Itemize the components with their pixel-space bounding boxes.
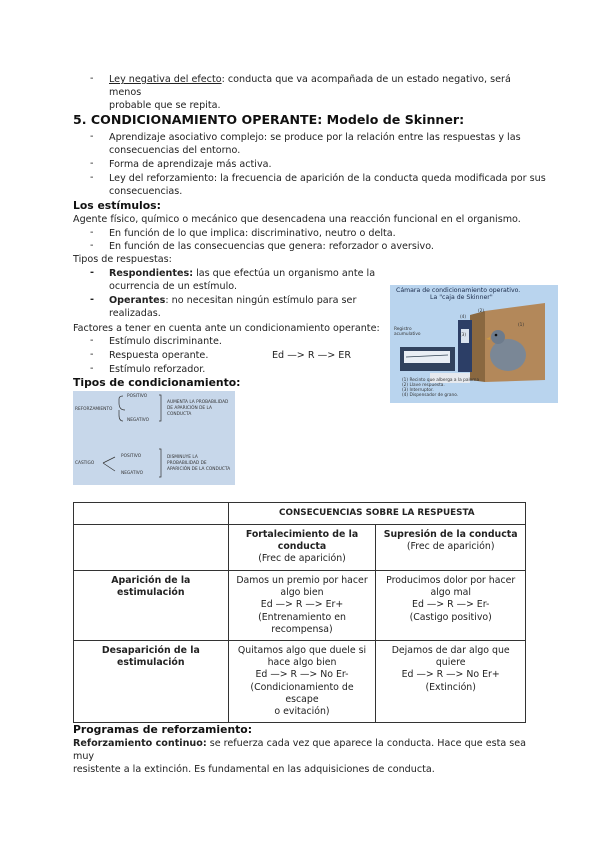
diagram-negativo-1: NEGATIVO [127,418,150,423]
cell-line: Quitamos algo que duele si [237,645,367,657]
factores-bullet-3: Estímulo reforzador. [109,364,206,375]
operantes-term: Operantes [109,295,166,306]
diagram-positivo-2: POSITIVO [121,454,142,459]
respuestas-bullet-1 [109,267,379,293]
table-empty-cell [74,525,229,571]
skinner-legend-1: (1) Recinto que alberga a la paloma [402,378,480,383]
cell-line: Ed —> R —> Er+ [260,599,344,611]
cell-aparicion-supresion [376,571,526,641]
cell-line: Ed —> R —> No Er+ [401,669,500,681]
cell-line: Ed —> R —> No Er- [255,669,349,681]
col-header-supresion [376,525,526,571]
estimulos-definition: Agente físico, químico o mecánico que desencadena una reacción funcional en el organismo. [73,214,521,225]
cell-line: Dejamos de dar algo que [391,645,510,657]
cell-line: (Castigo positivo) [409,611,492,623]
bullet-dash: - [90,363,94,374]
skinner-legend-3: (3) Interruptor. [402,388,434,393]
diagram-disminuye-1: DISMINUYE LA [167,455,198,460]
label-n3: (3) [460,333,467,338]
bullet-dash: - [90,73,94,84]
tipos-diagram [73,391,235,485]
cell-line: o evitación) [274,706,330,718]
bullet-text: Ley del reforzamiento: la frecuencia de aparición de la conducta queda modificada por sus [109,173,546,184]
skinner-title-1: Cámara de condicionamiento operativo. [396,287,521,294]
cell-line: (Extinción) [425,681,476,693]
registro-label-1: Registro [394,327,412,332]
bullet-dash: - [90,335,94,346]
section5-bullet-3 [109,172,549,198]
factores-bullet-2: Respuesta operante. [109,350,209,361]
diagram-negativo-2: NEGATIVO [121,471,144,476]
estimulos-bullet-2: En función de las consecuencias que genera: reforzador o aversivo. [109,241,434,252]
diagram-aumenta-1: AUMENTA LA PROBABILIDAD [167,400,229,405]
skinner-legend-2: (2) Llave respuesta. [402,383,445,388]
bullet-dash: - [90,158,94,169]
factores-title: Factores a tener en cuenta ante un condicionamiento operante: [73,323,380,334]
cell-line: recompensa) [271,623,333,635]
row-label-desaparicion: Desaparición de la estimulación [74,641,229,723]
col2-subtitle: (Frec de aparición) [406,541,495,553]
row-label-aparicion: Aparición de la estimulación [74,571,229,641]
skinner-title-2: La "caja de Skinner" [430,294,493,301]
label-n1: (1) [518,323,525,328]
registro-label-2: acumulativo [394,332,421,337]
estimulos-bullet-1: En función de lo que implica: discriminativo, neutro o delta. [109,228,396,239]
cell-aparicion-fortalecimiento [228,571,376,641]
bullet-text: Aprendizaje asociativo complejo: se produce por la relación entre las respuestas y las [109,132,521,143]
respondientes-term: Respondientes: [109,268,194,279]
cell-line: (Entrenamiento en [258,611,346,623]
cell-desaparicion-fortalecimiento [228,641,376,723]
bullet-text: consecuencias. [109,186,183,197]
formula: Ed —> R —> ER [272,350,352,361]
cell-desaparicion-supresion [376,641,526,723]
bullet-dash: - [90,172,94,183]
bullet-text: las que efectúa un organismo ante la [193,268,376,279]
programas-line-2: resistente a la extinción. Es fundamental en las adquisiciones de conducta. [73,764,435,775]
section5-bullet-2: Forma de aprendizaje más activa. [109,159,272,170]
label-n4: (4) [460,315,467,320]
cell-line: Damos un premio por hacer [236,575,368,586]
intro-term: Ley negativa del efecto [109,74,222,85]
reforzamiento-continuo-term: Reforzamiento continuo: [73,738,207,749]
diagram-positivo-1: POSITIVO [127,394,148,399]
bullet-text: ocurrencia de un estímulo. [109,281,238,292]
table-header: CONSECUENCIAS SOBRE LA RESPUESTA [228,503,525,525]
bullet-dash: - [90,349,94,360]
diagram-disminuye-2: PROBABILIDAD DE [167,461,207,466]
bullet-dash: - [90,227,94,238]
consequences-table [73,502,526,723]
cell-line: algo mal [430,587,471,599]
bullet-text: realizadas. [109,308,161,319]
estimulos-title: Los estímulos: [73,199,161,212]
respuestas-bullet-2 [109,294,379,320]
bullet-text: : no necesitan ningún estímulo para ser [165,295,357,306]
cell-line: (Condicionamiento de escape [250,681,354,705]
col-header-fortalecimiento [228,525,376,571]
cell-line: Ed —> R —> Er- [412,599,490,611]
respuestas-title: Tipos de respuestas: [73,254,172,265]
bullet-dash: - [90,294,94,305]
diagram-castigo: CASTIGO [75,461,95,466]
skinner-box-image [390,285,558,403]
programas-title: Programas de reforzamiento: [73,723,253,736]
bullet-dash: - [90,267,94,278]
intro-text-2: probable que se repita. [109,100,221,111]
section5-bullet-1 [109,131,539,157]
cell-line: Producimos dolor por hacer [386,575,516,586]
diagram-aumenta-2: DE APARICIÓN DE LA [167,406,212,411]
cell-line: quiere [435,657,466,669]
diagram-reforzamiento: REFORZAMIENTO [75,407,113,412]
diagram-disminuye-3: APARICIÓN DE LA CONDUCTA [167,467,231,472]
col2-title: Supresión de la conducta [383,529,518,540]
bullet-dash: - [90,240,94,251]
factores-bullet-1: Estímulo discriminante. [109,336,222,347]
table-corner-cell [74,503,229,525]
programas-text [73,737,533,776]
programas-line-1: se refuerza cada vez que aparece la conducta. Hace que esta sea muy [73,738,527,762]
diagram-aumenta-3: CONDUCTA [167,412,192,417]
tipos-title: Tipos de condicionamiento: [73,376,241,389]
section-5-title: 5. CONDICIONAMIENTO OPERANTE: Modelo de Skinner: [73,112,465,127]
col1-subtitle: (Frec de aparición) [258,553,346,565]
col1-title: Fortalecimiento de la conducta [245,529,359,553]
cell-line: hace algo bien [267,657,337,669]
bullet-text: consecuencias del entorno. [109,145,241,156]
cell-line: algo bien [280,587,324,599]
label-n2: (2) [478,309,485,314]
intro-bullet [109,73,529,112]
skinner-legend-4: (4) Dispensador de grano. [402,393,459,398]
intro-text: : conducta que va acompañada de un estado negativo, será menos [109,74,511,98]
bullet-dash: - [90,131,94,142]
